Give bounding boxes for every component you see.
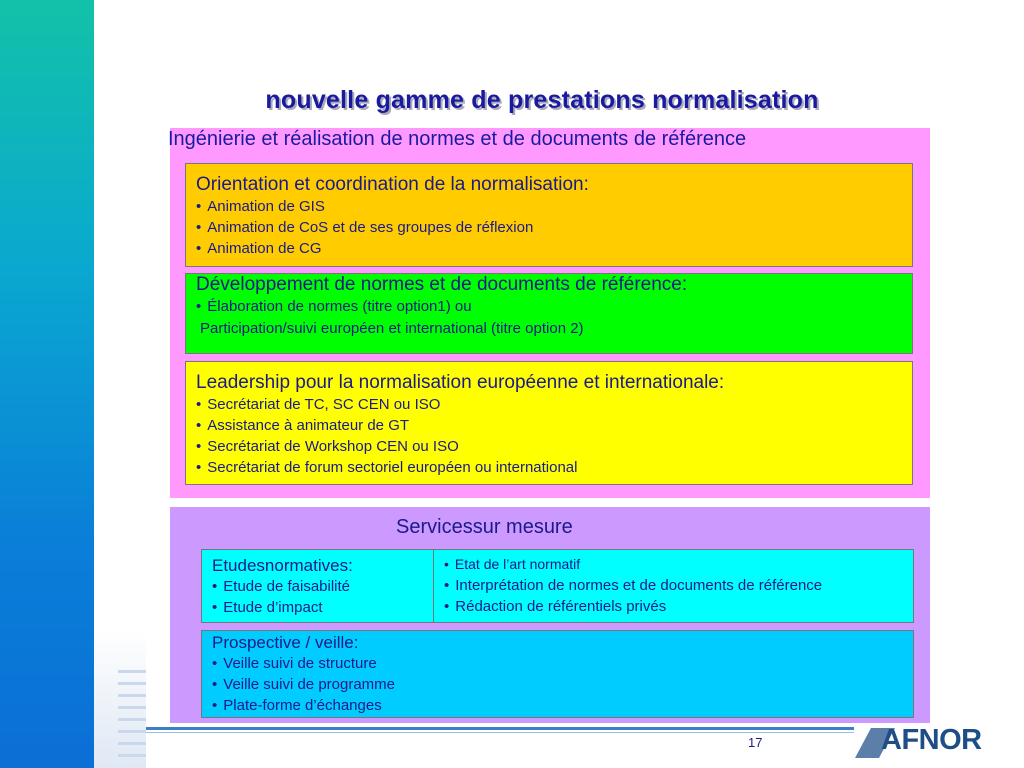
left-light-bar [94, 0, 146, 768]
developpement-list [186, 296, 912, 318]
footer-divider [146, 727, 854, 730]
footer-divider-thin [146, 732, 854, 733]
prospective-list [202, 653, 913, 716]
afnor-logo [855, 722, 1005, 762]
page-number: 17 [748, 735, 763, 750]
prospective-box [201, 630, 914, 718]
list-item: • Secrétariat de Workshop CEN ou ISO [196, 436, 912, 457]
orientation-heading: Orientation et coordination de la normalisation: [196, 174, 589, 195]
list-item: • Secrétariat de TC, SC CEN ou ISO [196, 394, 912, 415]
list-item: • Etude d’impact [212, 597, 433, 618]
list-item: • Animation de GIS [196, 196, 912, 217]
leadership-heading: Leadership pour la normalisation européenne et internationale: [196, 372, 725, 393]
decorative-stripes [118, 660, 146, 768]
list-item: • Veille suivi de structure [212, 653, 913, 674]
leadership-box [185, 361, 913, 485]
list-item: • Plate-forme d’échanges [212, 695, 913, 716]
orientation-list [186, 196, 912, 259]
etudes-box [201, 549, 434, 623]
etudes-list [202, 576, 433, 618]
etudes-heading: Etudesnormatives: [212, 556, 353, 575]
list-item-continuation: Participation/suivi européen et international (titre option 2) [200, 320, 584, 337]
list-item: • Animation de CG [196, 238, 912, 259]
left-gradient-bar [0, 0, 94, 768]
orientation-box [185, 163, 913, 267]
list-item: • Assistance à animateur de GT [196, 415, 912, 436]
list-item: • Animation de CoS et de ses groupes de réflexion [196, 217, 912, 238]
list-item: • Etat de l’art normatif [444, 554, 913, 575]
list-item: • Interprétation de normes et de documents de référence [444, 575, 913, 596]
developpement-box [185, 273, 913, 354]
list-item: • Élaboration de normes (titre option1) ou [196, 296, 912, 318]
logo-text: AFNOR [881, 724, 982, 756]
list-item: • Secrétariat de forum sectoriel européen ou international [196, 457, 912, 478]
panel-subtitle: Ingénierie et réalisation de normes et de documents de référence [168, 128, 747, 150]
leadership-list [186, 394, 912, 478]
list-item: • Veille suivi de programme [212, 674, 913, 695]
slide-title: nouvelle gamme de prestations normalisation [265, 86, 819, 114]
etat-box [433, 549, 914, 623]
developpement-heading: Développement de normes et de documents de référence: [196, 274, 688, 295]
list-item: • Etude de faisabilité [212, 576, 433, 597]
list-item: • Rédaction de référentiels privés [444, 596, 913, 617]
services-title: Servicessur mesure [396, 516, 573, 538]
etat-list [434, 550, 913, 617]
prospective-heading: Prospective / veille: [212, 633, 359, 652]
